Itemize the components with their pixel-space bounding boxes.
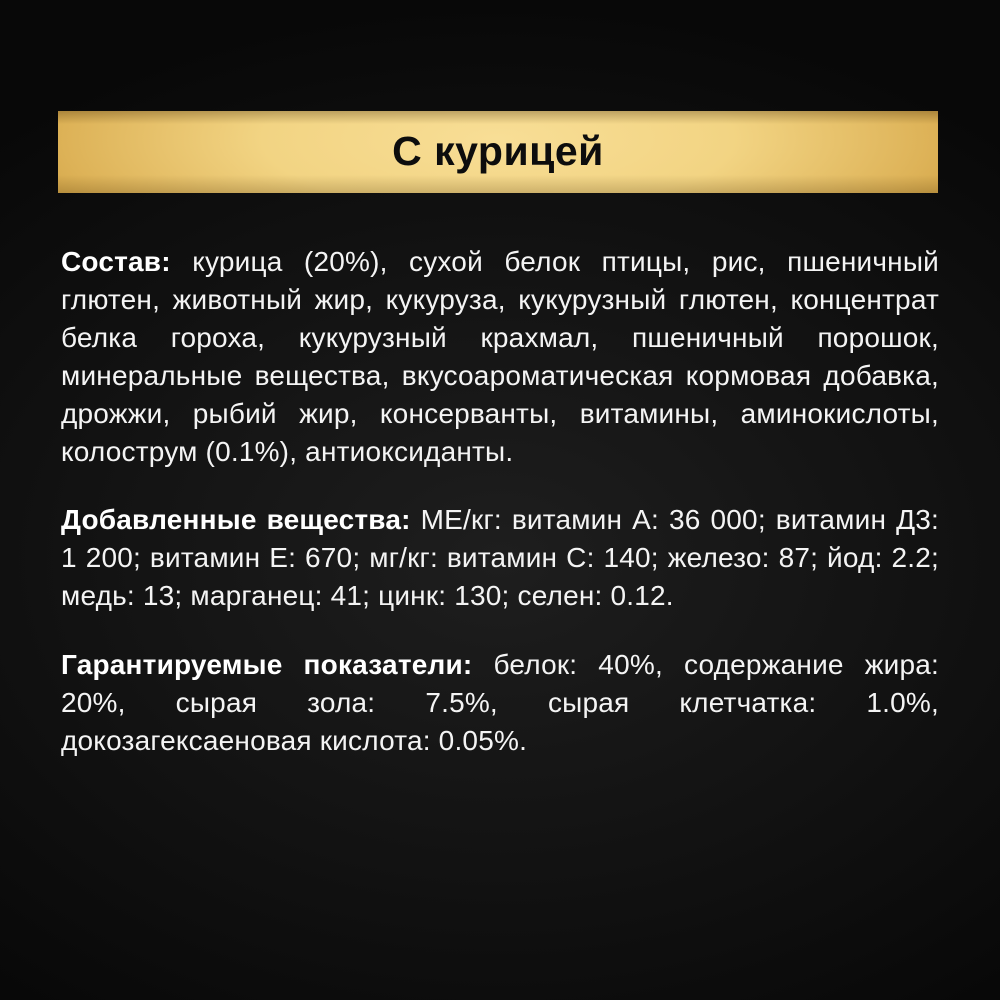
added-substances-label: Добавленные вещества:: [61, 504, 411, 535]
composition-label: Состав:: [61, 246, 171, 277]
info-text-block: [61, 243, 939, 790]
flavor-title: С курицей: [392, 127, 604, 174]
guaranteed-analysis-paragraph: [61, 646, 939, 760]
added-substances-text: МЕ/кг: витамин А: 36 000; витамин Д3: 1 200; витамин Е: 670; мг/кг: витамин С: 140; железо: 87; йод: 2.2; медь: 13; марганец: 41; цинк: 130; селен: 0.12.: [61, 504, 940, 611]
guaranteed-analysis-label: Гарантируемые показатели:: [61, 649, 473, 680]
composition-paragraph: [61, 243, 939, 471]
composition-text: курица (20%), сухой белок птицы, рис, пшеничный глютен, животный жир, кукуруза, кукурузный глютен, концентрат белка гороха, кукурузный крахмал, пшеничный порошок, минеральные вещества, вкусоароматическая кормовая добавка, дрожжи, рыбий жир, консерванты, витамины, аминокислоты, колострум (0.1%), антиоксиданты.: [61, 246, 939, 467]
guaranteed-analysis-text: белок: 40%, содержание жира: 20%, сырая зола: 7.5%, сырая клетчатка: 1.0%, докозагексаеновая кислота: 0.05%.: [61, 649, 940, 756]
added-substances-paragraph: [61, 501, 939, 615]
flavor-banner: [58, 111, 938, 193]
